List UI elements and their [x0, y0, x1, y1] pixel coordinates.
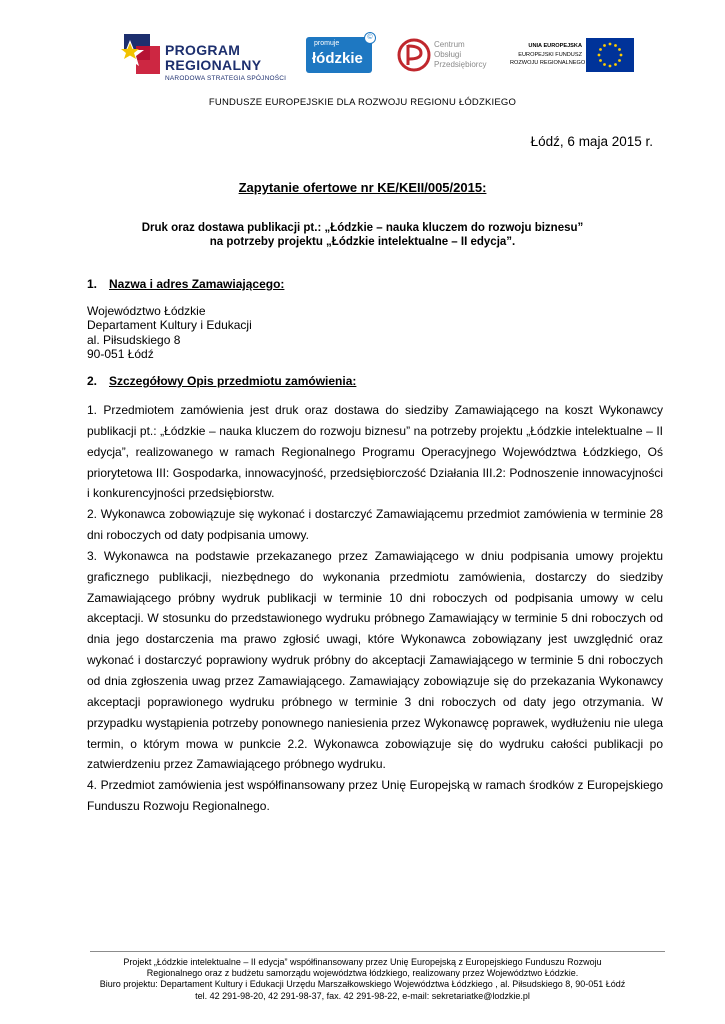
document-subtitle — [0, 222, 725, 249]
place-date: Łódź, 6 maja 2015 r. — [530, 134, 653, 149]
subtitle-line1: Druk oraz dostawa publikacji pt.: „Łódzkie – nauka kluczem do rozwoju biznesu” — [141, 222, 584, 234]
unia-europejska-logo — [510, 38, 634, 74]
section-1-number: 1. — [87, 277, 98, 291]
promuje-lodzkie-logo — [306, 34, 373, 73]
przedsiebiorcy-text: Przedsiębiorcy — [434, 60, 487, 69]
footer-divider — [90, 951, 665, 952]
address-line: al. Piłsudskiego 8 — [87, 332, 181, 347]
document-title: Zapytanie ofertowe nr KE/KEII/005/2015: — [238, 180, 487, 195]
efrr-text-line2: ROZWOJU REGIONALNEGO — [510, 60, 586, 66]
centrum-obslugi-logo — [397, 37, 487, 73]
lodzkie-text: łódzkie — [312, 50, 363, 67]
program-regionalny-line3: NARODOWA STRATEGIA SPÓJNOŚCI — [165, 75, 287, 82]
program-regionalny-line1: PROGRAM — [165, 42, 241, 58]
section-1-heading — [87, 277, 284, 291]
description-paragraph-2: 2. Wykonawca zobowiązuje się wykonać i dostarczyć Zamawiającemu przedmiot zamówienia w terminie 28 dni roboczych od daty podpisania umowy. — [87, 507, 663, 543]
order-description — [87, 400, 663, 817]
subtitle-line2: na potrzeby projektu „Łódzkie intelektualne – II edycja”. — [209, 235, 516, 248]
address-line: Departament Kultury i Edukacji — [87, 318, 252, 333]
description-paragraph-4: 4. Przedmiot zamówienia jest współfinansowany przez Unię Europejską w ramach środków z Europejskiego Funduszu Rozwoju Regionalnego. — [87, 778, 663, 814]
description-paragraph-3: 3. Wykonawca na podstawie przekazanego przez Zamawiającego w dniu podpisania umowy projektu graficznego publikacji, niezbędnego do wykonania przedmiotu zamówienia, dostarczy do siedziby Zamawiającego próbny wydruk publikacji w terminie 10 dni roboczych od podpisania umowy w celu akceptacji. W stosunku do przedstawionego wydruku próbnego Zamawiający w terminie 5 dni roboczych od dnia jego dostarczenia ma prawo zgłosić uwagi, które Wykonawca zobowiązany jest uwzględnić oraz wykonać i dostarczyć poprawiony wydruk próbny do akceptacji Zamawiającego w terminie 5 dni roboczych od dnia zgłoszenia uwag przez Zamawiającego. Zamawiający zobowiązuje się do przekazania Wykonawcy akceptacji poprawionego wydruku próbnego w terminie 3 dni roboczych od daty jego otrzymania. W przypadku wystąpienia potrzeby ponownego naniesienia przez Wykonawcę poprawek, wydłużeniu nie ulega termin, o którym mowa w punkcie 2.2. Wykonawca zobowiązuje się do wydruku całości publikacji po zatwierdzeniu przez Zamawiającego próbnego wydruku. — [87, 548, 663, 772]
header-funding-line: FUNDUSZE EUROPEJSKIE DLA ROZWOJU REGIONU ŁÓDZKIEGO — [208, 97, 517, 108]
centrum-obslugi-emblem-icon — [397, 37, 431, 73]
description-paragraph-1: 1. Przedmiotem zamówienia jest druk oraz dostawa do siedziby Zamawiającego na koszt Wykonawcy publikacji pt.: „Łódzkie – nauka kluczem do rozwoju biznesu” na potrzeby projektu „Łódzkie intelektualne – II edycja”, realizowanego w ramach Regionalnego Programu Operacyjnego Województwa Łódzkiego, Oś priorytetowa III: Gospodarka, innowacyjność, przedsiębiorczość Działania III.2: Podnoszenie innowacyjności i konkurencyjności przedsiębiorstw. — [87, 403, 663, 501]
promuje-text: promuje — [314, 40, 340, 47]
page-footer — [0, 957, 725, 1002]
footer-line-4: tel. 42 291-98-20, 42 291-98-37, fax. 42 291-98-22, e-mail: sekretariatke@lodzkie.pl — [195, 990, 530, 1001]
contracting-authority-address — [87, 304, 252, 361]
program-regionalny-logo — [120, 28, 290, 84]
copyright-mark: © — [364, 32, 376, 44]
program-regionalny-line2: REGIONALNY — [165, 57, 262, 73]
eu-flag-icon — [586, 38, 634, 72]
address-line: 90-051 Łódź — [87, 346, 154, 361]
program-regionalny-emblem-icon — [120, 30, 162, 76]
centrum-text: Centrum — [434, 40, 465, 49]
section-2-number: 2. — [87, 374, 98, 388]
section-2-label: Szczegółowy Opis przedmiotu zamówienia: — [109, 374, 357, 388]
footer-line-2: Regionalnego oraz z budżetu samorządu województwa łódzkiego, realizowany przez Województwo Łódzkie. — [146, 968, 579, 979]
obslugi-text: Obsługi — [434, 50, 462, 59]
section-1-label: Nazwa i adres Zamawiającego: — [109, 277, 285, 291]
unia-europejska-text: UNIA EUROPEJSKA — [528, 43, 582, 49]
footer-line-3: Biuro projektu: Departament Kultury i Edukacji Urzędu Marszałkowskiego Województwa Łódzkiego , al. Piłsudskiego 8, 90-051 Łódź — [99, 979, 626, 990]
address-line: Województwo Łódzkie — [87, 304, 206, 318]
section-2-heading — [87, 374, 356, 388]
efrr-text-line1: EUROPEJSKI FUNDUSZ — [518, 52, 582, 58]
footer-line-1: Projekt „Łódzkie intelektualne – II edycja” współfinansowany przez Unię Europejską z Europejskiego Funduszu Rozwoju — [123, 957, 602, 967]
